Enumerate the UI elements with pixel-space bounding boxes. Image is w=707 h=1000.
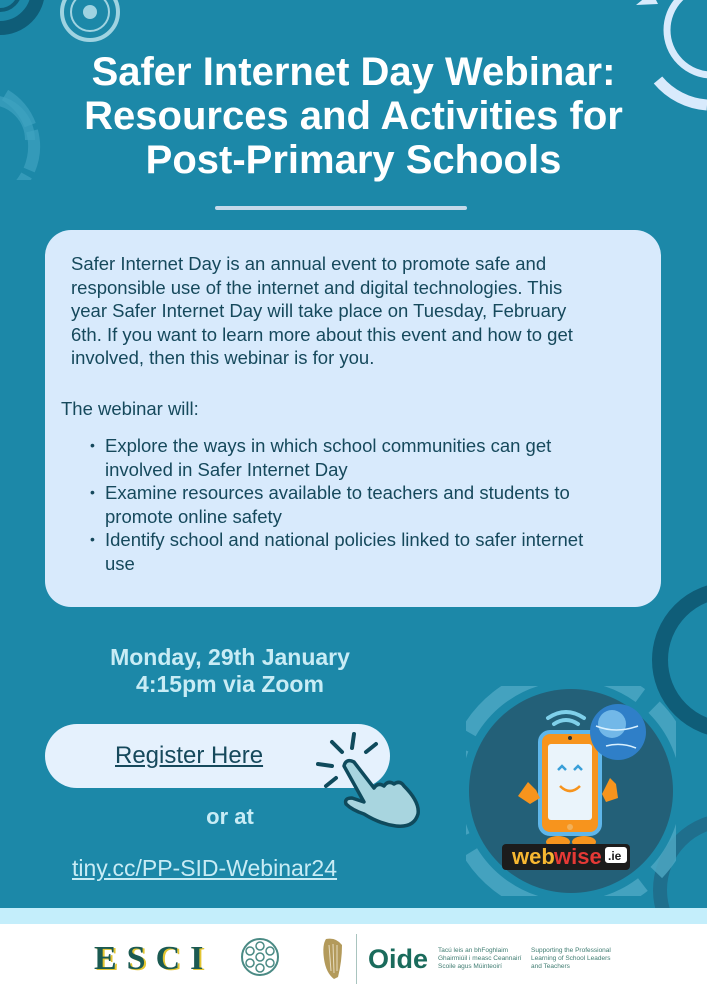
oide-divider [356, 934, 357, 984]
tagline-line: Learning of School Leaders [531, 955, 611, 962]
harp-icon [320, 935, 346, 981]
svg-text:.ie: .ie [608, 849, 622, 863]
registration-link[interactable]: tiny.cc/PP-SID-Webinar24 [72, 855, 338, 881]
tagline-line: Tacú leis an bhFoghlaim [438, 947, 509, 954]
or-at-text: or at [206, 804, 254, 829]
bullet-item [90, 528, 650, 575]
bullet-text: Examine resources available to teachers and students to [105, 482, 570, 503]
webwise-logo [466, 686, 676, 896]
webinar-will-label: The webinar will: [61, 398, 199, 419]
bullet-item [90, 481, 650, 528]
intro-line: responsible use of the internet and digital technologies. This [71, 276, 563, 298]
bullet-text: use [105, 552, 135, 574]
intro-paragraph [71, 252, 641, 370]
bullet-text: promote online safety [105, 505, 282, 527]
tagline-line: Supporting the Professional [531, 947, 611, 954]
oide-irish-tagline [438, 947, 521, 971]
bullet-item [90, 434, 650, 481]
intro-line: 6th. If you want to learn more about this event and how to get [71, 323, 573, 345]
intro-line: Safer Internet Day is an annual event to promote safe and [71, 253, 547, 274]
oide-logo-text: Oide [368, 944, 429, 974]
footer-band [0, 908, 707, 924]
event-date: Monday, 29th January [110, 644, 350, 670]
event-datetime [45, 644, 415, 698]
title-line-2: Resources and Activities for [84, 94, 623, 138]
bullet-text: Identify school and national policies linked to safer internet [105, 529, 584, 550]
svg-text:wise: wise [554, 844, 602, 869]
esci-emblem-icon [240, 937, 280, 977]
tagline-line: Scoile agus Múinteoirí [438, 963, 502, 970]
bullet-icon: • [90, 531, 95, 547]
esci-logo-text: ESCI [94, 940, 214, 977]
webinar-bullet-list [90, 434, 650, 575]
page-title [0, 50, 707, 182]
intro-line: year Safer Internet Day will take place on Tuesday, February [71, 300, 567, 321]
title-divider [215, 206, 467, 210]
bullet-icon: • [90, 437, 95, 453]
event-time: 4:15pm via Zoom [136, 671, 324, 697]
tagline-line: Ghairmiúil i measc Ceannairí [438, 955, 522, 962]
bullet-text: Explore the ways in which school communities can get [105, 435, 552, 456]
tagline-line: and Teachers [531, 963, 570, 970]
webwise-brand-text: web [512, 844, 555, 869]
register-button-label[interactable]: Register Here [115, 742, 264, 769]
info-card [45, 230, 661, 607]
oide-english-tagline [531, 947, 611, 971]
bullet-text: involved in Safer Internet Day [105, 458, 348, 480]
bullet-icon: • [90, 484, 95, 500]
intro-line: involved, then this webinar is for you. [71, 347, 375, 368]
title-line-3: Post-Primary Schools [145, 138, 562, 182]
title-line-1: Safer Internet Day Webinar: [91, 50, 616, 94]
